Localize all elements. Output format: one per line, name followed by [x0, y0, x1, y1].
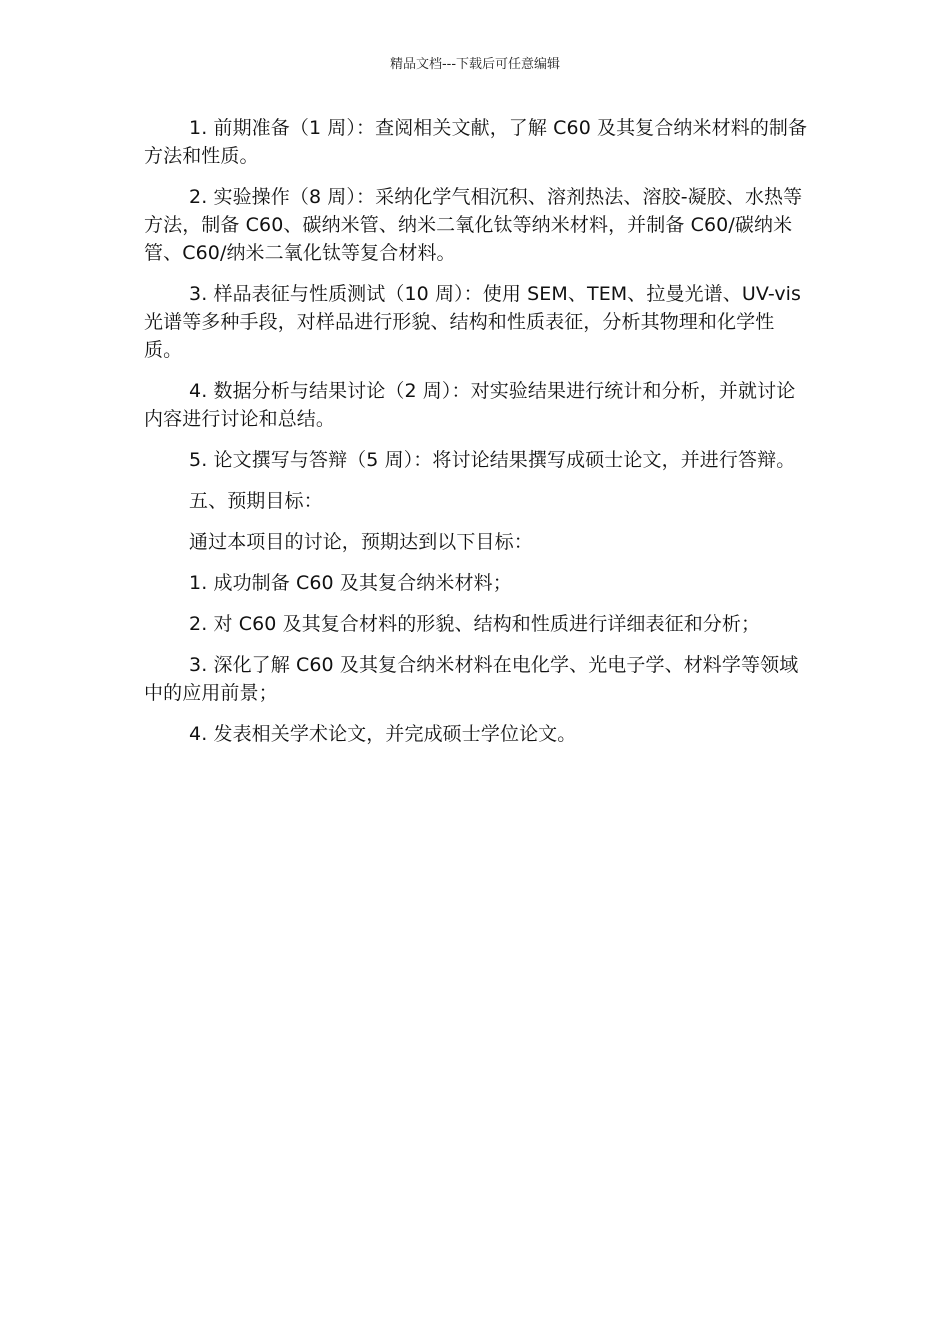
schedule-item-analysis: 4. 数据分析与结果讨论（2 周）：对实验结果进行统计和分析，并就讨论内容进行讨论和总结。 — [144, 380, 796, 430]
goal-item-2: 2. 对 C60 及其复合材料的形貌、结构和性质进行详细表征和分析； — [189, 613, 761, 635]
schedule-item-experiment: 2. 实验操作（8 周）：采纳化学气相沉积、溶剂热法、溶胶-凝胶、水热等方法，制备 C60、碳纳米管、纳米二氧化钛等纳米材料，并制备 C60/碳纳米管、C60/纳米二氧化钛等复合材料。 — [144, 186, 803, 264]
schedule-item-characterization: 3. 样品表征与性质测试（10 周）：使用 SEM、TEM、拉曼光谱、UV-vis 光谱等多种手段，对样品进行形貌、结构和性质表征，分析其物理和化学性质。 — [144, 283, 802, 361]
goal-item-4: 4. 发表相关学术论文，并完成硕士学位论文。 — [189, 723, 577, 745]
goal-item-1: 1. 成功制备 C60 及其复合纳米材料； — [189, 572, 512, 594]
schedule-item-thesis: 5. 论文撰写与答辩（5 周）：将讨论结果撰写成硕士论文，并进行答辩。 — [189, 449, 796, 471]
page-header: 精品文档---下载后可任意编辑 — [389, 57, 561, 72]
goals-intro: 通过本项目的讨论，预期达到以下目标： — [189, 531, 533, 553]
section-heading-expected-goals: 五、预期目标： — [189, 490, 323, 512]
document-body — [144, 114, 808, 761]
goal-item-3: 3. 深化了解 C60 及其复合纳米材料在电化学、光电子学、材料学等领域中的应用前景； — [144, 654, 799, 704]
schedule-item-preparation: 1. 前期准备（1 周）：查阅相关文献，了解 C60 及其复合纳米材料的制备方法和性质。 — [144, 117, 808, 167]
